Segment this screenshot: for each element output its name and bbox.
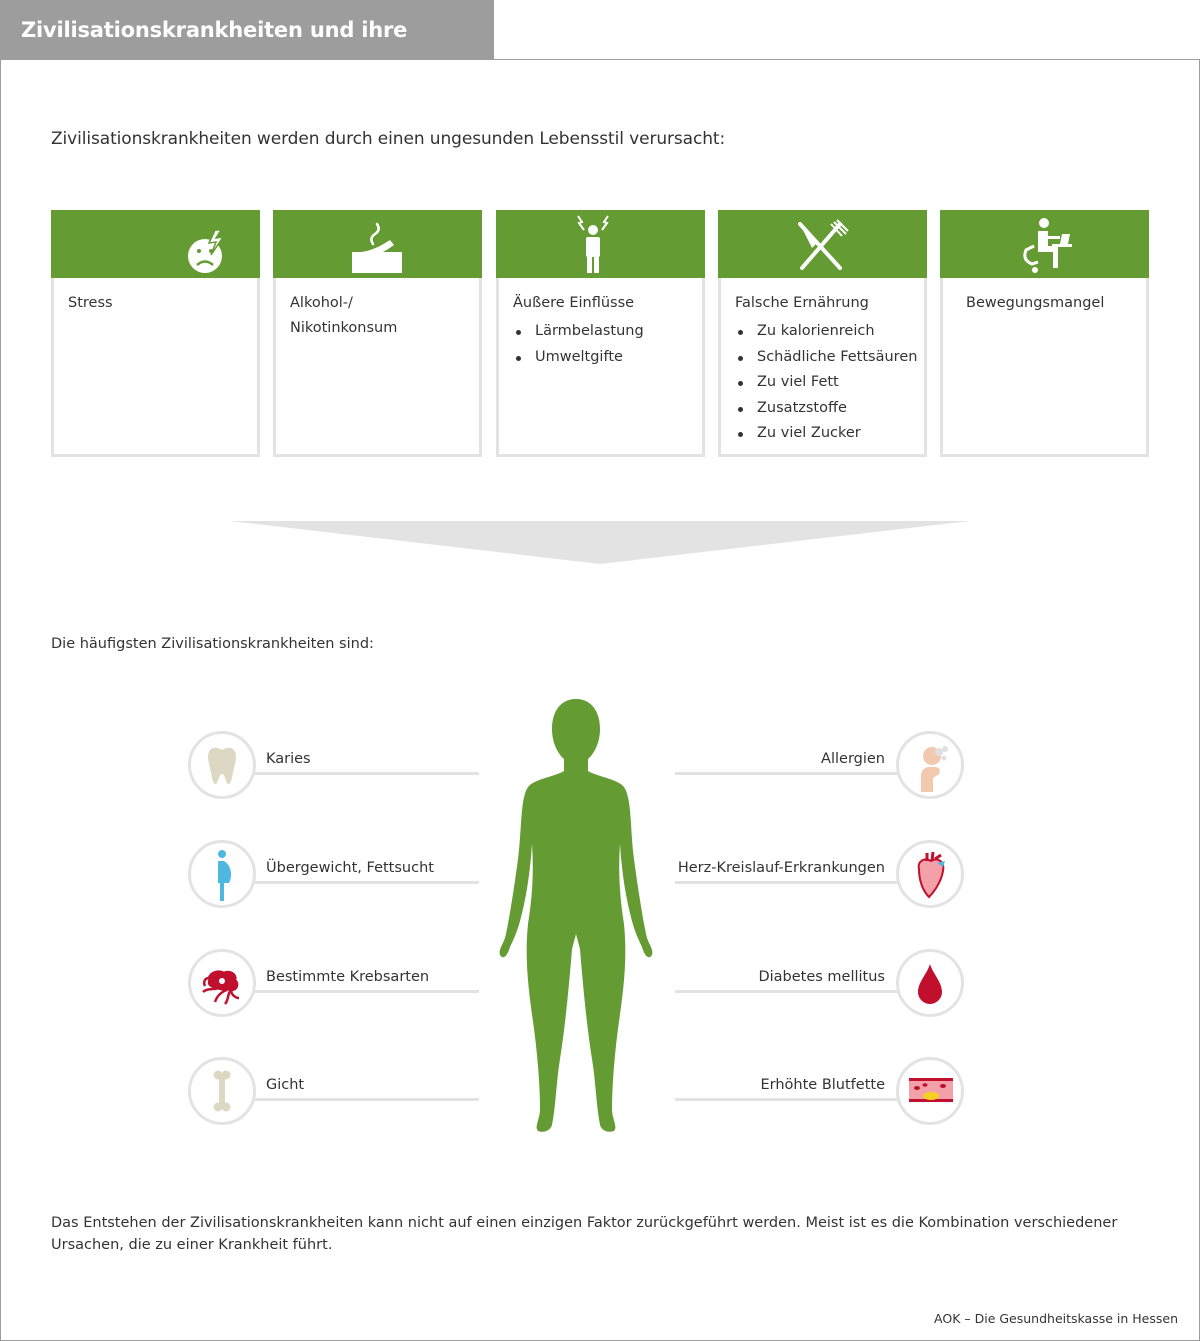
source-credit: AOK – Die Gesundheitskasse in Hessen bbox=[934, 1311, 1178, 1326]
disease-label-allergies: Allergien bbox=[821, 751, 885, 767]
list-item: Umweltgifte bbox=[513, 345, 702, 371]
cause-label: Bewegungsmangel bbox=[966, 295, 1105, 311]
cause-card-body bbox=[718, 278, 927, 457]
smoking-icon bbox=[273, 210, 482, 278]
cause-label: Stress bbox=[68, 295, 113, 311]
disease-circle-blood-lipids bbox=[896, 1057, 964, 1125]
cause-label: Äußere Einflüsse bbox=[513, 295, 635, 311]
down-arrow bbox=[230, 521, 970, 565]
cause-card-header bbox=[940, 210, 1149, 278]
list-item: Zu viel Zucker bbox=[735, 421, 924, 447]
disease-label-diabetes: Diabetes mellitus bbox=[758, 969, 885, 985]
list-item: Zusatzstoffe bbox=[735, 396, 924, 422]
disease-circle-cancer bbox=[188, 949, 256, 1017]
disease-label-blood-lipids: Erhöhte Blutfette bbox=[760, 1077, 885, 1093]
connector-line bbox=[675, 772, 926, 775]
overweight-person-icon bbox=[191, 843, 253, 905]
cause-card-header bbox=[496, 210, 705, 278]
cause-card-body bbox=[940, 278, 1149, 457]
cause-label: Falsche Ernährung bbox=[735, 295, 869, 311]
footer-text: Das Entstehen der Zivilisationskrankheiten kann nicht auf einen einzigen Faktor zurückgeführt werden. Meist ist es die Kombination verschiedener Ursachen, die zu einer Krankheit führt. bbox=[51, 1215, 1118, 1253]
disease-label-obesity: Übergewicht, Fettsucht bbox=[266, 860, 434, 876]
disease-circle-karies bbox=[188, 731, 256, 799]
fork-knife-icon bbox=[718, 210, 927, 278]
disease-circle-heart bbox=[896, 840, 964, 908]
cause-card-body bbox=[496, 278, 705, 457]
tooth-icon bbox=[191, 734, 253, 796]
cause-card-header bbox=[718, 210, 927, 278]
intro-text: Zivilisationskrankheiten werden durch einen ungesunden Lebensstil verursacht: bbox=[51, 129, 726, 149]
diseases-heading: Die häufigsten Zivilisationskrankheiten sind: bbox=[51, 636, 374, 652]
connector-line bbox=[228, 772, 479, 775]
cause-list bbox=[513, 319, 702, 370]
disease-label-cancer: Bestimmte Krebsarten bbox=[266, 969, 430, 985]
connector-line bbox=[228, 1098, 479, 1101]
blood-vessel-icon bbox=[899, 1060, 961, 1122]
cause-card-body bbox=[51, 278, 260, 457]
disease-label-karies: Karies bbox=[266, 751, 311, 767]
disease-circle-obesity bbox=[188, 840, 256, 908]
cause-card-alcohol-nicotine bbox=[273, 210, 482, 457]
cause-list bbox=[735, 319, 924, 447]
disease-circle-allergies bbox=[896, 731, 964, 799]
connector-line bbox=[675, 881, 926, 884]
disease-circle-diabetes bbox=[896, 949, 964, 1017]
disease-label-gout: Gicht bbox=[266, 1077, 305, 1093]
list-item: Schädliche Fettsäuren bbox=[735, 345, 924, 371]
heart-icon bbox=[899, 843, 961, 905]
noise-person-icon bbox=[496, 210, 705, 278]
human-body-icon bbox=[498, 699, 654, 1135]
cause-card-external bbox=[496, 210, 705, 457]
list-item: Zu viel Fett bbox=[735, 370, 924, 396]
list-item: Lärmbelastung bbox=[513, 319, 702, 345]
disease-circle-gout bbox=[188, 1057, 256, 1125]
disease-label-cardiovascular: Herz-Kreislauf-Erkrankungen bbox=[677, 860, 885, 876]
connector-line bbox=[675, 1098, 926, 1101]
connector-line bbox=[228, 990, 479, 993]
list-item: Zu kalorienreich bbox=[735, 319, 924, 345]
connector-line bbox=[228, 881, 479, 884]
cause-card-header bbox=[273, 210, 482, 278]
cancer-cell-icon bbox=[191, 952, 253, 1014]
page-title: Zivilisationskrankheiten und ihre Ursachen bbox=[0, 0, 494, 59]
cause-card-inactivity bbox=[940, 210, 1149, 457]
cause-label-line-2: Nikotinkonsum bbox=[290, 320, 398, 336]
connector-line bbox=[675, 990, 926, 993]
desk-worker-icon bbox=[940, 210, 1149, 278]
sneezing-icon bbox=[899, 734, 961, 796]
cause-label-line-1: Alkohol-/ bbox=[290, 295, 353, 311]
cause-card-header bbox=[51, 210, 260, 278]
cause-card-stress bbox=[51, 210, 260, 457]
stress-face-icon bbox=[51, 210, 260, 278]
cause-card-nutrition bbox=[718, 210, 927, 457]
bone-icon bbox=[191, 1060, 253, 1122]
blood-drop-icon bbox=[899, 952, 961, 1014]
cause-card-body bbox=[273, 278, 482, 457]
